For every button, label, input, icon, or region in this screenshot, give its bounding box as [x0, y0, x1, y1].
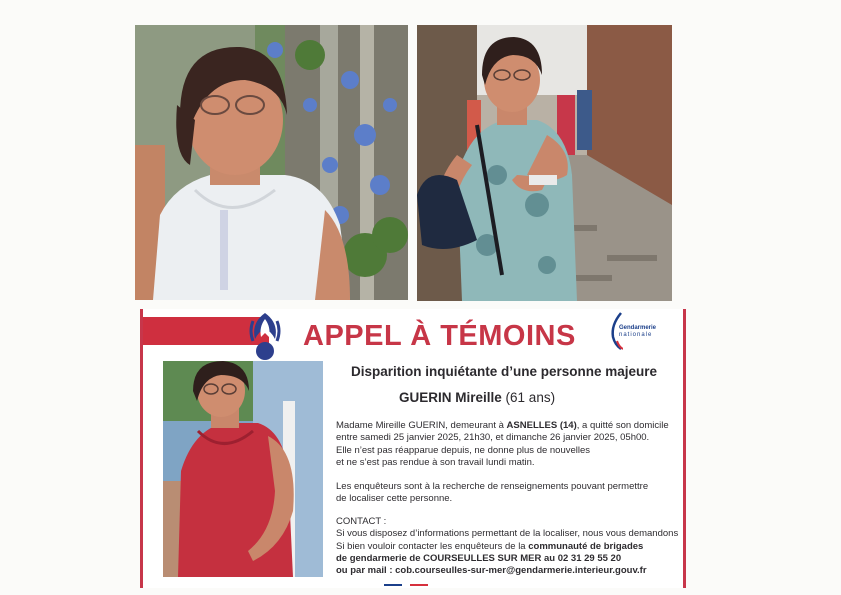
contact-line-2-bold: communauté de brigades	[528, 540, 644, 552]
photo-red-dress	[163, 361, 323, 577]
logo-text	[619, 325, 656, 339]
photo-white-top-image	[135, 25, 408, 300]
person-name-line	[399, 390, 555, 405]
contact-heading: CONTACT :	[336, 516, 387, 527]
contact-line-1: Si vous disposez d’informations permettant de la localiser, nous vous demandons	[336, 528, 679, 540]
poster-title: APPEL À TÉMOINS	[303, 320, 576, 352]
photo-white-top	[135, 25, 408, 300]
contact-phone: de gendarmerie de COURSEULLES SUR MER au 02 31 29 55 20	[336, 552, 622, 564]
desc-line-1-pre: Madame Mireille GUERIN, demeurant à	[336, 420, 507, 431]
contact-email: ou par mail : cob.courseulles-sur-mer@gendarmerie.interieur.gouv.fr	[336, 565, 647, 577]
desc-place: ASNELLES (14)	[506, 420, 577, 431]
description-paragraph	[336, 420, 681, 469]
photo-street	[417, 25, 672, 301]
investigation-paragraph	[336, 481, 681, 506]
desc-line-4: et ne s’est pas rendue à son travail lundi matin.	[336, 456, 535, 468]
contact-line-4	[336, 565, 681, 577]
invest-line-2: de localiser cette personne.	[336, 493, 453, 505]
photo-red-dress-image	[163, 361, 323, 577]
desc-line-1-post: , a quitté son domicile	[576, 420, 669, 431]
contact-line-2	[336, 541, 681, 553]
bottom-flag-marks	[384, 582, 444, 588]
disappearance-subtitle: Disparition inquiétante d’une personne majeure	[351, 364, 658, 379]
logo-line2: nationale	[619, 332, 653, 338]
contact-line-3	[336, 553, 681, 565]
gendarmerie-logo	[609, 311, 679, 355]
photo-street-image	[417, 25, 672, 301]
desc-line-3: Elle n’est pas réapparue depuis, ne donne plus de nouvelles	[336, 444, 591, 456]
invest-line-1: Les enquêteurs sont à la recherche de renseignements pouvant permettre	[336, 481, 649, 492]
contact-line-2-pre: Si bien vouloir contacter les enquêteurs de la	[336, 540, 529, 552]
person-name: GUERIN Mireille	[399, 390, 502, 405]
appeal-poster	[140, 309, 686, 588]
logo-line1: Gendarmerie	[619, 325, 657, 331]
person-age: (61 ans)	[505, 390, 556, 405]
flame-crest-icon	[247, 309, 283, 361]
desc-line-2: entre samedi 25 janvier 2025, 21h30, et dimanche 26 janvier 2025, 05h00.	[336, 432, 650, 444]
desc-line-1	[336, 420, 681, 432]
contact-section	[336, 516, 681, 577]
